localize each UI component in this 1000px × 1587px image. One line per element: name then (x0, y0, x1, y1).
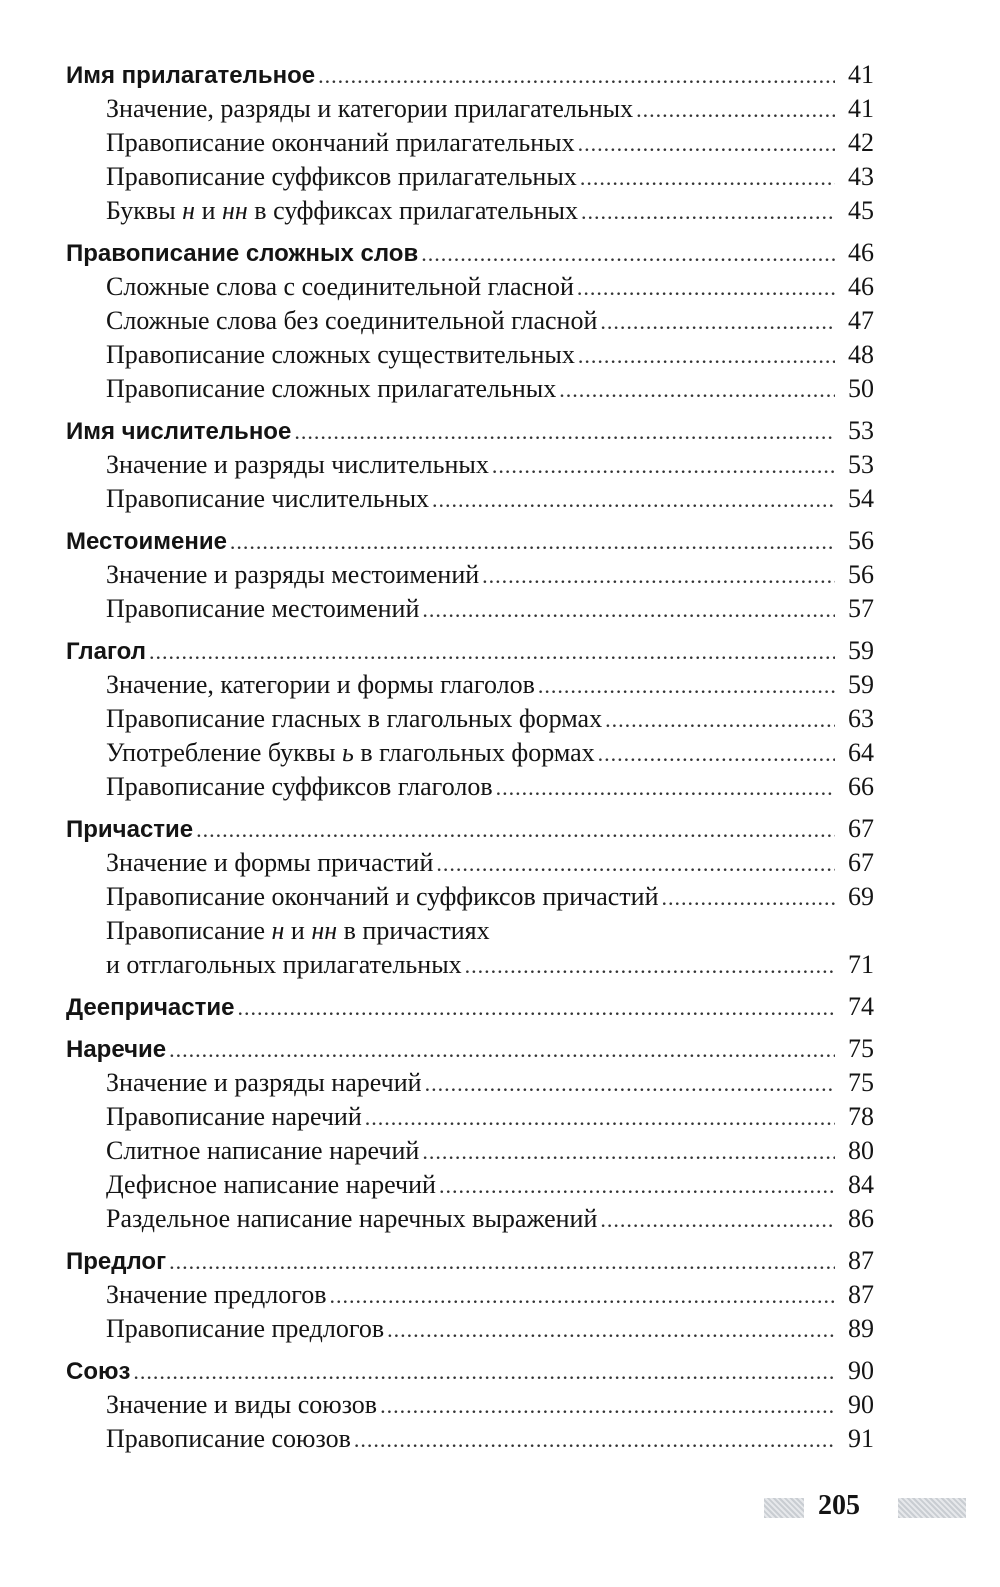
dot-leader (600, 305, 835, 339)
toc-entry-page: 56 (848, 560, 874, 589)
toc-entry-title: Правописание окончаний и суффиксов причастий (106, 882, 659, 911)
dot-leader (598, 737, 835, 771)
dot-leader (482, 559, 835, 593)
toc-chapter (66, 1354, 874, 1388)
toc-entry-title: Значение и разряды местоимений (106, 560, 480, 589)
toc-chapter-title: Деепричастие (66, 994, 235, 1021)
toc-entry-title: Значение и виды союзов (106, 1390, 378, 1419)
toc-entry (66, 880, 874, 914)
toc-chapter-page: 59 (848, 636, 874, 665)
dot-leader (600, 1203, 835, 1237)
toc-section (66, 414, 874, 516)
toc-entry-title: Употребление буквы ь в глагольных формах (106, 738, 595, 767)
toc-section (66, 990, 874, 1024)
toc-entry (66, 270, 874, 304)
toc-entry (66, 372, 874, 406)
toc-chapter (66, 236, 874, 270)
dot-leader (465, 949, 835, 983)
toc-chapter-page: 53 (848, 416, 874, 445)
toc-entry-page: 42 (848, 128, 874, 157)
toc-entry-title: Правописание предлогов (106, 1314, 385, 1343)
dot-leader (330, 1279, 835, 1313)
toc-entry (66, 482, 874, 516)
toc-section (66, 634, 874, 804)
toc-chapter (66, 990, 874, 1024)
toc-entry-page: 46 (848, 272, 874, 301)
dot-leader (577, 271, 835, 305)
dot-leader (492, 449, 835, 483)
page-number: 205 (818, 1490, 860, 1521)
toc-entry-title: Правописание наречий (106, 1102, 362, 1131)
toc-entry-title: Значение и разряды наречий (106, 1068, 422, 1097)
toc-chapter-page: 41 (848, 60, 874, 89)
dot-leader (318, 59, 835, 93)
dot-leader (230, 525, 835, 559)
toc-entry (66, 668, 874, 702)
toc-entry (66, 1100, 874, 1134)
decorative-band-left (764, 1498, 804, 1518)
toc-entry-page: 90 (848, 1390, 874, 1419)
toc-entry (66, 1312, 874, 1346)
toc-entry-page: 75 (848, 1068, 874, 1097)
toc-entry (66, 1066, 874, 1100)
toc-entry-title: Правописание н и нн в причастиях (106, 916, 490, 945)
toc-entry (66, 1202, 874, 1236)
dot-leader (169, 1033, 835, 1067)
dot-leader (636, 93, 835, 127)
toc-section (66, 1244, 874, 1346)
dot-leader (559, 373, 835, 407)
toc-entry (66, 160, 874, 194)
toc-entry-page: 57 (848, 594, 874, 623)
toc-entry-title: Значение, категории и формы глаголов (106, 670, 535, 699)
toc-chapter-title: Местоимение (66, 528, 227, 555)
table-of-contents (66, 58, 874, 1464)
toc-entry-page: 48 (848, 340, 874, 369)
toc-entry (66, 1422, 874, 1456)
toc-entry-title: Правописание сложных прилагательных (106, 374, 557, 403)
toc-entry-title: Правописание суффиксов прилагательных (106, 162, 577, 191)
toc-entry (66, 702, 874, 736)
toc-entry-page: 78 (848, 1102, 874, 1131)
toc-chapter (66, 1244, 874, 1278)
toc-chapter (66, 812, 874, 846)
toc-section (66, 236, 874, 406)
toc-entry-page: 43 (848, 162, 874, 191)
dot-leader (421, 237, 835, 271)
toc-entry-page: 87 (848, 1280, 874, 1309)
dot-leader (436, 847, 835, 881)
toc-entry (66, 304, 874, 338)
toc-entry-page: 69 (848, 882, 874, 911)
dot-leader (425, 1067, 835, 1101)
toc-entry-page: 86 (848, 1204, 874, 1233)
toc-entry (66, 92, 874, 126)
toc-entry (66, 338, 874, 372)
toc-entry-page: 50 (848, 374, 874, 403)
toc-entry-continuation (66, 948, 874, 982)
toc-chapter (66, 414, 874, 448)
dot-leader (294, 415, 835, 449)
toc-entry-page: 64 (848, 738, 874, 767)
dot-leader (149, 635, 835, 669)
dot-leader (581, 195, 835, 229)
toc-entry (66, 770, 874, 804)
toc-entry-page: 54 (848, 484, 874, 513)
toc-chapter-title: Предлог (66, 1248, 167, 1275)
toc-entry-title: Правописание окончаний прилагательных (106, 128, 575, 157)
toc-entry-page: 53 (848, 450, 874, 479)
dot-leader (439, 1169, 835, 1203)
toc-entry-page: 89 (848, 1314, 874, 1343)
toc-entry-page: 63 (848, 704, 874, 733)
toc-chapter-title: Имя числительное (66, 418, 292, 445)
toc-entry-title: Значение, разряды и категории прилагательных (106, 94, 634, 123)
toc-chapter-page: 46 (848, 238, 874, 267)
toc-chapter (66, 634, 874, 668)
toc-chapter-title: Причастие (66, 816, 194, 843)
toc-entry-title: Значение и формы причастий (106, 848, 434, 877)
toc-entry (66, 1168, 874, 1202)
toc-chapter-title: Глагол (66, 638, 146, 665)
toc-entry-title: Значение предлогов (106, 1280, 327, 1309)
toc-entry (66, 846, 874, 880)
toc-entry (66, 194, 874, 228)
toc-chapter-page: 56 (848, 526, 874, 555)
page-footer (0, 1490, 1000, 1526)
toc-chapter (66, 524, 874, 558)
toc-entry-title: Сложные слова с соединительной гласной (106, 272, 574, 301)
toc-section (66, 812, 874, 982)
toc-chapter-page: 90 (848, 1356, 874, 1385)
toc-chapter (66, 1032, 874, 1066)
toc-entry (66, 914, 874, 948)
toc-entry-title: Значение и разряды числительных (106, 450, 489, 479)
dot-leader (578, 339, 835, 373)
toc-entry-title: Правописание гласных в глагольных формах (106, 704, 603, 733)
toc-entry-title: Правописание местоимений (106, 594, 420, 623)
toc-entry-page: 67 (848, 848, 874, 877)
dot-leader (133, 1355, 835, 1389)
toc-entry-title: Правописание суффиксов глаголов (106, 772, 493, 801)
toc-entry-title: Раздельное написание наречных выражений (106, 1204, 598, 1233)
toc-entry-page: 84 (848, 1170, 874, 1199)
toc-entry-continuation-title: и отглагольных прилагательных (106, 950, 462, 979)
dot-leader (578, 127, 835, 161)
toc-entry-page: 91 (848, 1424, 874, 1453)
toc-entry-title: Дефисное написание наречий (106, 1170, 436, 1199)
dot-leader (365, 1101, 835, 1135)
toc-entry (66, 1134, 874, 1168)
dot-leader (422, 1135, 835, 1169)
toc-entry (66, 558, 874, 592)
toc-section (66, 58, 874, 228)
toc-chapter-page: 67 (848, 814, 874, 843)
toc-chapter-page: 87 (848, 1246, 874, 1275)
dot-leader (538, 669, 835, 703)
toc-entry-title: Правописание числительных (106, 484, 430, 513)
dot-leader (605, 703, 835, 737)
toc-entry (66, 736, 874, 770)
dot-leader (496, 771, 835, 805)
dot-leader (380, 1389, 835, 1423)
toc-entry-title: Правописание сложных существительных (106, 340, 575, 369)
dot-leader (169, 1245, 835, 1279)
toc-entry-title: Буквы н и нн в суффиксах прилагательных (106, 196, 578, 225)
toc-entry-page: 47 (848, 306, 874, 335)
toc-chapter-page: 74 (848, 992, 874, 1021)
toc-chapter-title: Имя прилагательное (66, 62, 316, 89)
toc-entry-page: 59 (848, 670, 874, 699)
toc-entry-title: Сложные слова без соединительной гласной (106, 306, 598, 335)
toc-section (66, 1032, 874, 1236)
toc-entry (66, 592, 874, 626)
toc-entry (66, 1388, 874, 1422)
toc-chapter-title: Союз (66, 1358, 131, 1385)
toc-chapter (66, 58, 874, 92)
dot-leader (432, 483, 835, 517)
dot-leader (387, 1313, 835, 1347)
dot-leader (196, 813, 835, 847)
toc-chapter-title: Наречие (66, 1036, 167, 1063)
toc-entry-title: Слитное написание наречий (106, 1136, 420, 1165)
dot-leader (354, 1423, 835, 1457)
toc-entry-continuation-page: 71 (848, 950, 874, 979)
toc-section (66, 524, 874, 626)
toc-chapter-page: 75 (848, 1034, 874, 1063)
dot-leader (237, 991, 835, 1025)
toc-entry-page: 45 (848, 196, 874, 225)
toc-entry (66, 448, 874, 482)
toc-entry (66, 1278, 874, 1312)
toc-entry (66, 126, 874, 160)
decorative-band-right (898, 1498, 966, 1518)
toc-chapter-title: Правописание сложных слов (66, 240, 419, 267)
toc-entry-page: 80 (848, 1136, 874, 1165)
dot-leader (662, 881, 836, 915)
dot-leader (580, 161, 835, 195)
toc-entry-page: 66 (848, 772, 874, 801)
toc-entry-page: 41 (848, 94, 874, 123)
toc-section (66, 1354, 874, 1456)
dot-leader (422, 593, 835, 627)
toc-entry-title: Правописание союзов (106, 1424, 351, 1453)
